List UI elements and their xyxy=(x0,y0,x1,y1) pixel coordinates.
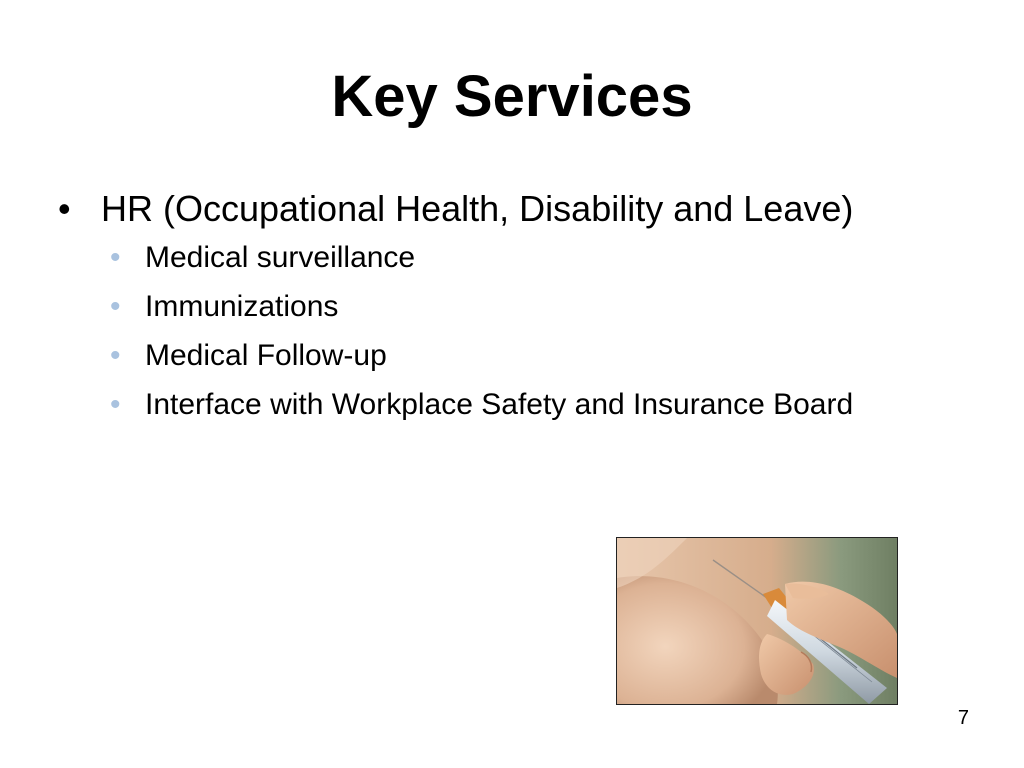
sub-bullet-icon: • xyxy=(110,339,121,372)
sub-bullet-medical-follow-up xyxy=(110,336,880,375)
sub-bullet-text: Medical Follow-up xyxy=(145,339,387,372)
slide-title: Key Services xyxy=(331,64,693,129)
syringe-injection-photo xyxy=(616,537,898,705)
sub-bullet-text: Immunizations xyxy=(145,290,339,323)
sub-bullet-medical-surveillance xyxy=(110,238,880,277)
bullet-item-hr xyxy=(58,186,888,232)
bullet-list xyxy=(58,186,888,434)
sub-bullet-text: Medical surveillance xyxy=(145,241,416,274)
page-number: 7 xyxy=(957,707,969,729)
sub-bullet-text: Interface with Workplace Safety and Insurance Board xyxy=(145,388,854,421)
sub-bullet-icon: • xyxy=(110,241,121,274)
bullet-icon: • xyxy=(58,188,71,229)
sub-bullet-wsib-interface xyxy=(110,385,880,424)
sub-bullet-icon: • xyxy=(110,290,121,323)
bullet-text: HR (Occupational Health, Disability and Leave) xyxy=(101,188,854,229)
sub-bullet-icon: • xyxy=(110,388,121,421)
sub-bullet-immunizations xyxy=(110,287,880,326)
sub-bullet-list xyxy=(110,238,888,424)
